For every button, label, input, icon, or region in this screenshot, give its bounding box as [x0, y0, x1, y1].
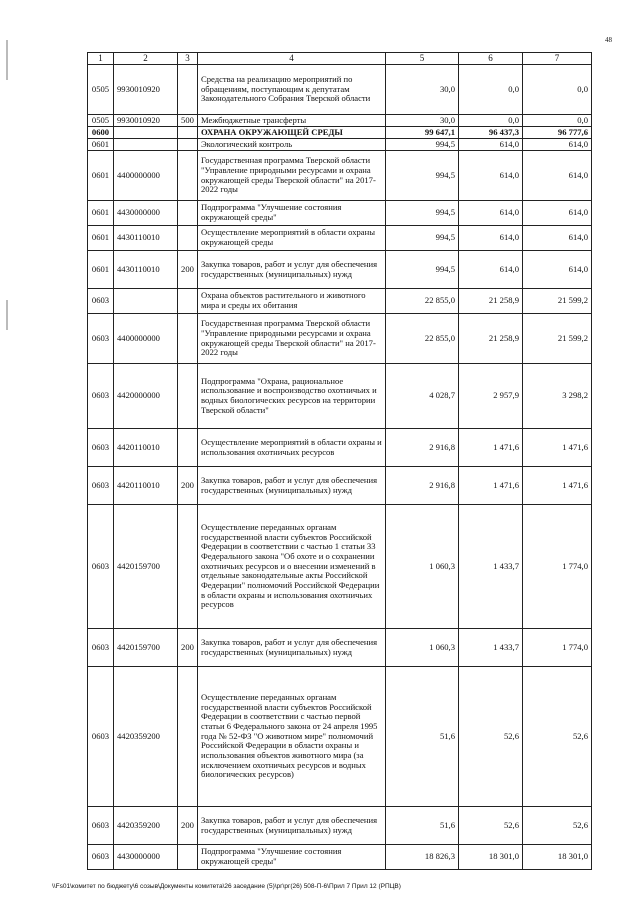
section-code-cell: 0505: [88, 115, 114, 127]
section-code-cell: 0603: [88, 467, 114, 505]
target-article-cell: 4420000000: [114, 364, 178, 429]
description-cell: Охрана объектов растительного и животного мира и среды их обитания: [198, 289, 386, 314]
amount-col7-cell: 52,6: [523, 667, 592, 807]
amount-col6-cell: 21 258,9: [459, 314, 523, 364]
expense-type-cell: [178, 429, 198, 467]
amount-col5-cell: 4 028,7: [386, 364, 459, 429]
amount-col7-cell: 96 777,6: [523, 127, 592, 139]
expense-type-cell: [178, 314, 198, 364]
section-code-cell: 0601: [88, 201, 114, 226]
amount-col6-cell: 0,0: [459, 65, 523, 115]
target-article-cell: [114, 127, 178, 139]
description-cell: Подпрограмма "Улучшение состояния окружающей среды": [198, 845, 386, 870]
description-cell: Подпрограмма "Охрана, рациональное использование и воспроизводство охотничьих и водных биологических ресурсов на территории Тверской области": [198, 364, 386, 429]
table-row: [88, 364, 592, 429]
target-article-cell: 4430110010: [114, 251, 178, 289]
description-cell: Закупка товаров, работ и услуг для обеспечения государственных (муниципальных) нужд: [198, 467, 386, 505]
expense-type-cell: 200: [178, 467, 198, 505]
table-row: [88, 429, 592, 467]
target-article-cell: 4400000000: [114, 151, 178, 201]
margin-mark-top: [6, 40, 8, 80]
section-code-cell: 0601: [88, 139, 114, 151]
section-code-cell: 0603: [88, 845, 114, 870]
amount-col7-cell: 1 471,6: [523, 429, 592, 467]
amount-col7-cell: 614,0: [523, 226, 592, 251]
expense-type-cell: 500: [178, 115, 198, 127]
target-article-cell: [114, 139, 178, 151]
table-row: [88, 289, 592, 314]
expense-type-cell: 200: [178, 807, 198, 845]
target-article-cell: 9930010920: [114, 65, 178, 115]
section-code-cell: 0603: [88, 314, 114, 364]
column-header: 5: [386, 53, 459, 65]
target-article-cell: 4420110010: [114, 467, 178, 505]
section-code-cell: 0601: [88, 226, 114, 251]
page-number: 48: [605, 36, 612, 44]
amount-col7-cell: 21 599,2: [523, 314, 592, 364]
amount-col7-cell: 614,0: [523, 201, 592, 226]
section-code-cell: 0600: [88, 127, 114, 139]
section-code-cell: 0603: [88, 429, 114, 467]
expense-type-cell: [178, 845, 198, 870]
target-article-cell: 4430000000: [114, 845, 178, 870]
amount-col5-cell: 51,6: [386, 667, 459, 807]
table-row: [88, 201, 592, 226]
amount-col6-cell: 1 433,7: [459, 629, 523, 667]
amount-col7-cell: 614,0: [523, 151, 592, 201]
section-code-cell: 0601: [88, 251, 114, 289]
table-row: [88, 314, 592, 364]
section-code-cell: 0505: [88, 65, 114, 115]
column-header: 2: [114, 53, 178, 65]
table-row: [88, 667, 592, 807]
amount-col5-cell: 22 855,0: [386, 314, 459, 364]
amount-col7-cell: 1 774,0: [523, 629, 592, 667]
amount-col6-cell: 1 433,7: [459, 505, 523, 629]
amount-col7-cell: 1 774,0: [523, 505, 592, 629]
table-row: [88, 226, 592, 251]
amount-col7-cell: 1 471,6: [523, 467, 592, 505]
section-code-cell: 0603: [88, 667, 114, 807]
expense-type-cell: [178, 139, 198, 151]
description-cell: Закупка товаров, работ и услуг для обеспечения государственных (муниципальных) нужд: [198, 629, 386, 667]
table-row: [88, 127, 592, 139]
amount-col7-cell: 18 301,0: [523, 845, 592, 870]
target-article-cell: 4430110010: [114, 226, 178, 251]
description-cell: Осуществление переданных органам государственной власти субъектов Российской Федерации в соответствии с частью первой статьи 6 Федерального закона от 24 апреля 1995 года № 52-ФЗ "О животном мире" полномочий Российской Федерации в области охраны и использования объектов животного мира (за исключением охотничьих ресурсов и водных биологических ресурсов): [198, 667, 386, 807]
target-article-cell: 4400000000: [114, 314, 178, 364]
amount-col6-cell: 614,0: [459, 201, 523, 226]
amount-col7-cell: 0,0: [523, 115, 592, 127]
amount-col5-cell: 30,0: [386, 65, 459, 115]
amount-col5-cell: 99 647,1: [386, 127, 459, 139]
table-row: [88, 845, 592, 870]
section-code-cell: 0603: [88, 807, 114, 845]
expense-type-cell: [178, 151, 198, 201]
amount-col5-cell: 994,5: [386, 251, 459, 289]
section-code-cell: 0603: [88, 629, 114, 667]
expense-type-cell: 200: [178, 251, 198, 289]
amount-col6-cell: 96 437,3: [459, 127, 523, 139]
column-header: 7: [523, 53, 592, 65]
section-code-cell: 0601: [88, 151, 114, 201]
column-header: 1: [88, 53, 114, 65]
amount-col7-cell: 614,0: [523, 139, 592, 151]
column-header: 4: [198, 53, 386, 65]
description-cell: Межбюджетные трансферты: [198, 115, 386, 127]
amount-col7-cell: 0,0: [523, 65, 592, 115]
amount-col6-cell: 52,6: [459, 807, 523, 845]
description-cell: Государственная программа Тверской области "Управление природными ресурсами и охрана окружающей среды Тверской области" на 2017-2022 годы: [198, 314, 386, 364]
table-row: [88, 139, 592, 151]
budget-table: [87, 52, 592, 870]
description-cell: ОХРАНА ОКРУЖАЮЩЕЙ СРЕДЫ: [198, 127, 386, 139]
table-row: [88, 251, 592, 289]
description-cell: Экологический контроль: [198, 139, 386, 151]
amount-col6-cell: 0,0: [459, 115, 523, 127]
target-article-cell: 9930010920: [114, 115, 178, 127]
amount-col6-cell: 2 957,9: [459, 364, 523, 429]
target-article-cell: 4420110010: [114, 429, 178, 467]
section-code-cell: 0603: [88, 364, 114, 429]
amount-col6-cell: 21 258,9: [459, 289, 523, 314]
amount-col5-cell: 1 060,3: [386, 505, 459, 629]
amount-col7-cell: 614,0: [523, 251, 592, 289]
expense-type-cell: [178, 505, 198, 629]
expense-type-cell: [178, 226, 198, 251]
amount-col6-cell: 1 471,6: [459, 429, 523, 467]
target-article-cell: 4420359200: [114, 667, 178, 807]
table-row: [88, 629, 592, 667]
amount-col5-cell: 994,5: [386, 139, 459, 151]
amount-col5-cell: 994,5: [386, 201, 459, 226]
description-cell: Средства на реализацию мероприятий по обращениям, поступающим к депутатам Законодательного Собрания Тверской области: [198, 65, 386, 115]
amount-col5-cell: 994,5: [386, 151, 459, 201]
section-code-cell: 0603: [88, 289, 114, 314]
amount-col5-cell: 22 855,0: [386, 289, 459, 314]
amount-col7-cell: 52,6: [523, 807, 592, 845]
column-header: 3: [178, 53, 198, 65]
expense-type-cell: [178, 127, 198, 139]
expense-type-cell: [178, 364, 198, 429]
table-row: [88, 807, 592, 845]
amount-col6-cell: 18 301,0: [459, 845, 523, 870]
expense-type-cell: [178, 65, 198, 115]
section-code-cell: 0603: [88, 505, 114, 629]
amount-col5-cell: 30,0: [386, 115, 459, 127]
amount-col6-cell: 614,0: [459, 139, 523, 151]
footer-file-path: \\Fs01\комитет по бюджету\6 созыв\Документы комитета\26 заседание (5)\рг\рг(26) 508-П-6\Прил 7 Прил 12 (РПЦВ): [52, 883, 401, 890]
amount-col6-cell: 614,0: [459, 226, 523, 251]
amount-col5-cell: 18 826,3: [386, 845, 459, 870]
amount-col5-cell: 51,6: [386, 807, 459, 845]
description-cell: Осуществление мероприятий в области охраны и использования охотничьих ресурсов: [198, 429, 386, 467]
header-row: [88, 53, 592, 65]
target-article-cell: 4430000000: [114, 201, 178, 226]
description-cell: Закупка товаров, работ и услуг для обеспечения государственных (муниципальных) нужд: [198, 251, 386, 289]
amount-col7-cell: 3 298,2: [523, 364, 592, 429]
amount-col6-cell: 614,0: [459, 151, 523, 201]
amount-col5-cell: 2 916,8: [386, 429, 459, 467]
amount-col5-cell: 1 060,3: [386, 629, 459, 667]
target-article-cell: 4420359200: [114, 807, 178, 845]
description-cell: Закупка товаров, работ и услуг для обеспечения государственных (муниципальных) нужд: [198, 807, 386, 845]
amount-col6-cell: 614,0: [459, 251, 523, 289]
description-cell: Осуществление переданных органам государственной власти субъектов Российской Федерации в соответствии с частью 1 статьи 33 Федерального закона "Об охоте и о сохранении охотничьих ресурсов и о внесении изменений в отдельные законодательные акты Российской Федерации" полномочий Российской Федерации в области охраны и использования охотничьих ресурсов: [198, 505, 386, 629]
table-row: [88, 65, 592, 115]
target-article-cell: 4420159700: [114, 505, 178, 629]
table-row: [88, 115, 592, 127]
amount-col5-cell: 994,5: [386, 226, 459, 251]
description-cell: Государственная программа Тверской области "Управление природными ресурсами и охрана окружающей среды Тверской области" на 2017-2022 годы: [198, 151, 386, 201]
amount-col7-cell: 21 599,2: [523, 289, 592, 314]
target-article-cell: 4420159700: [114, 629, 178, 667]
expense-type-cell: [178, 667, 198, 807]
amount-col6-cell: 1 471,6: [459, 467, 523, 505]
column-header: 6: [459, 53, 523, 65]
expense-type-cell: [178, 289, 198, 314]
amount-col5-cell: 2 916,8: [386, 467, 459, 505]
margin-mark-bottom: [6, 300, 8, 330]
description-cell: Осуществление мероприятий в области охраны окружающей среды: [198, 226, 386, 251]
description-cell: Подпрограмма "Улучшение состояния окружающей среды": [198, 201, 386, 226]
table-row: [88, 467, 592, 505]
target-article-cell: [114, 289, 178, 314]
expense-type-cell: [178, 201, 198, 226]
expense-type-cell: 200: [178, 629, 198, 667]
table-row: [88, 505, 592, 629]
table-row: [88, 151, 592, 201]
amount-col6-cell: 52,6: [459, 667, 523, 807]
